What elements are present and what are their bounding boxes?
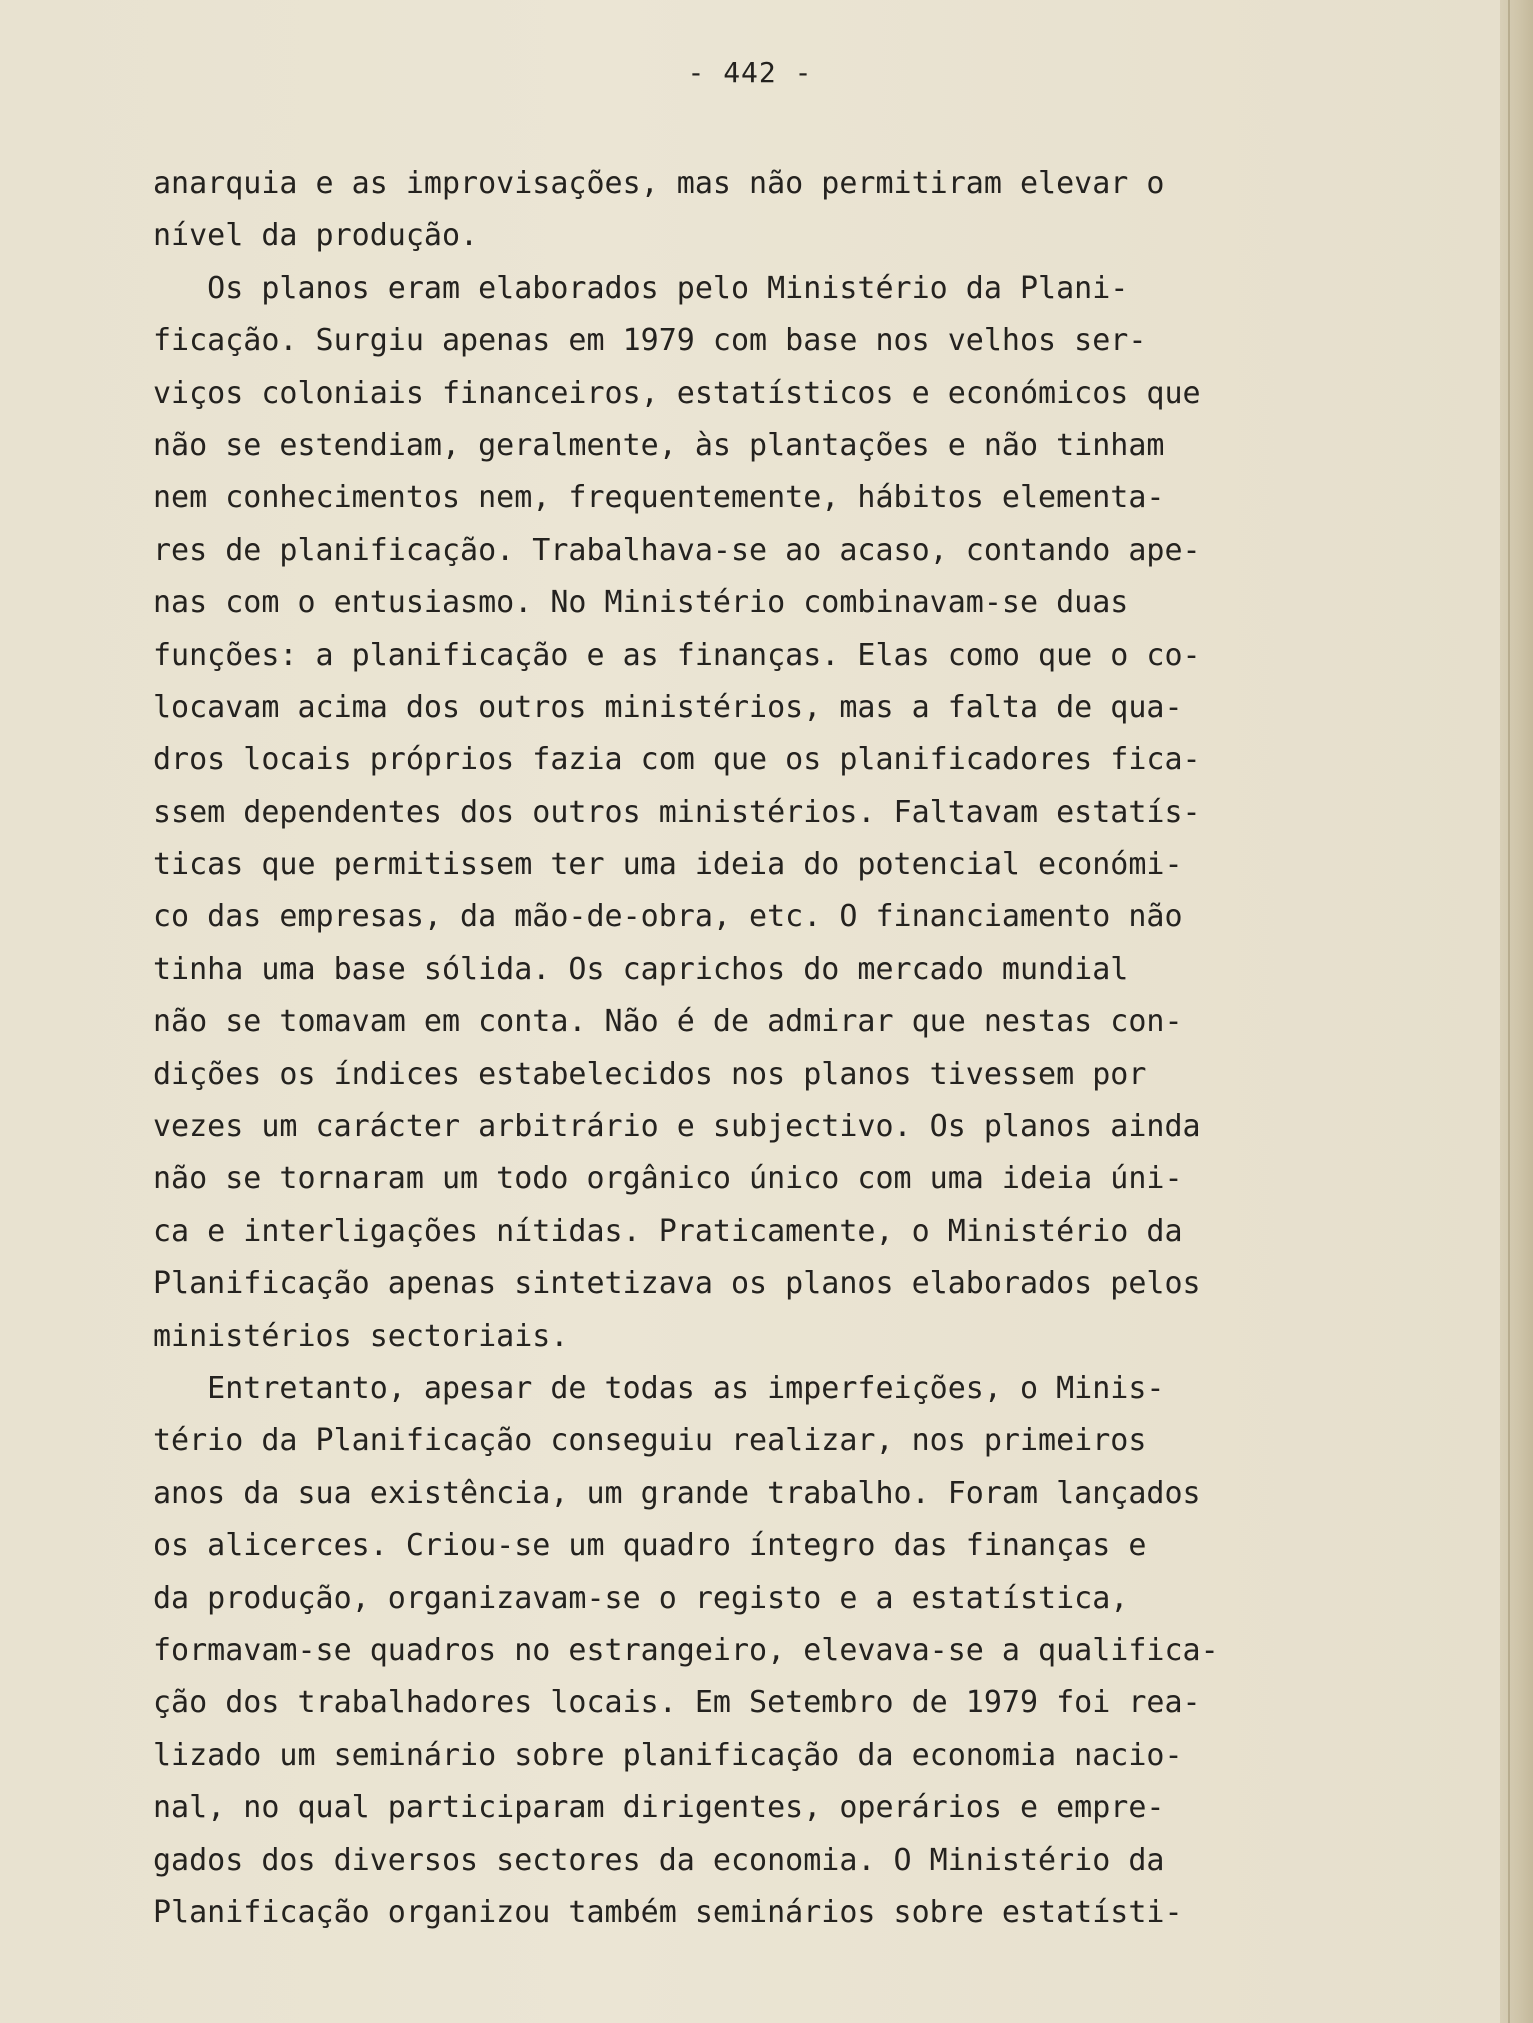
text-line: não se estendiam, geralmente, às plantações e não tinham	[153, 427, 1165, 463]
text-line: Planificação organizou também seminários sobre estatísti-	[153, 1894, 1183, 1930]
body-text	[153, 158, 1393, 1939]
text-line: da produção, organizavam-se o registo e a estatística,	[153, 1580, 1129, 1616]
text-line: tério da Planificação conseguiu realizar, nos primeiros	[153, 1423, 1147, 1459]
text-line: res de planificação. Trabalhava-se ao acaso, contando ape-	[153, 532, 1201, 568]
book-spine-edge	[1500, 0, 1533, 2023]
text-line: nas com o entusiasmo. No Ministério combinavam-se duas	[153, 585, 1129, 621]
text-line: ministérios sectoriais.	[153, 1318, 569, 1354]
text-line: nível da produção.	[153, 218, 479, 254]
text-line: Planificação apenas sintetizava os planos elaborados pelos	[153, 1266, 1201, 1302]
text-line: ticas que permitissem ter uma ideia do potencial económi-	[153, 847, 1183, 883]
text-line: não se tomavam em conta. Não é de admirar que nestas con-	[153, 1004, 1183, 1040]
spine-shadow-line	[1508, 0, 1510, 2023]
text-line: funções: a planificação e as finanças. Elas como que o co-	[153, 637, 1201, 673]
text-line: anarquia e as improvisações, mas não permitiram elevar o	[153, 166, 1165, 201]
text-line: vezes um carácter arbitrário e subjectivo. Os planos ainda	[153, 1109, 1201, 1145]
text-line: nem conhecimentos nem, frequentemente, hábitos elementa-	[153, 480, 1165, 516]
text-line: viços coloniais financeiros, estatísticos e económicos que	[153, 375, 1201, 411]
text-line: formavam-se quadros no estrangeiro, elevava-se a qualifica-	[153, 1632, 1219, 1668]
page-number: - 442 -	[687, 56, 813, 89]
text-line: ssem dependentes dos outros ministérios. Faltavam estatís-	[153, 794, 1201, 830]
text-line: ção dos trabalhadores locais. Em Setembro de 1979 foi rea-	[153, 1685, 1201, 1721]
text-line: dros locais próprios fazia com que os planificadores fica-	[153, 742, 1201, 778]
text-line: dições os índices estabelecidos nos planos tivessem por	[153, 1056, 1147, 1092]
text-line: lizado um seminário sobre planificação da economia nacio-	[153, 1737, 1183, 1773]
text-line: nal, no qual participaram dirigentes, operários e empre-	[153, 1790, 1165, 1826]
text-line: ficação. Surgiu apenas em 1979 com base nos velhos ser-	[153, 323, 1147, 359]
text-line: os alicerces. Criou-se um quadro íntegro das finanças e	[153, 1528, 1147, 1564]
text-line: anos da sua existência, um grande trabalho. Foram lançados	[153, 1475, 1201, 1511]
text-line: gados dos diversos sectores da economia. O Ministério da	[153, 1842, 1165, 1878]
text-line: locavam acima dos outros ministérios, mas a falta de qua-	[153, 689, 1183, 725]
text-line: não se tornaram um todo orgânico único com uma ideia úni-	[153, 1161, 1183, 1197]
text-line: tinha uma base sólida. Os caprichos do mercado mundial	[153, 951, 1129, 987]
text-line: Os planos eram elaborados pelo Ministério da Plani-	[153, 270, 1129, 306]
text-line: ca e interligações nítidas. Praticamente, o Ministério da	[153, 1213, 1183, 1249]
text-line: co das empresas, da mão-de-obra, etc. O financiamento não	[153, 899, 1183, 935]
text-line: Entretanto, apesar de todas as imperfeições, o Minis-	[153, 1370, 1165, 1406]
